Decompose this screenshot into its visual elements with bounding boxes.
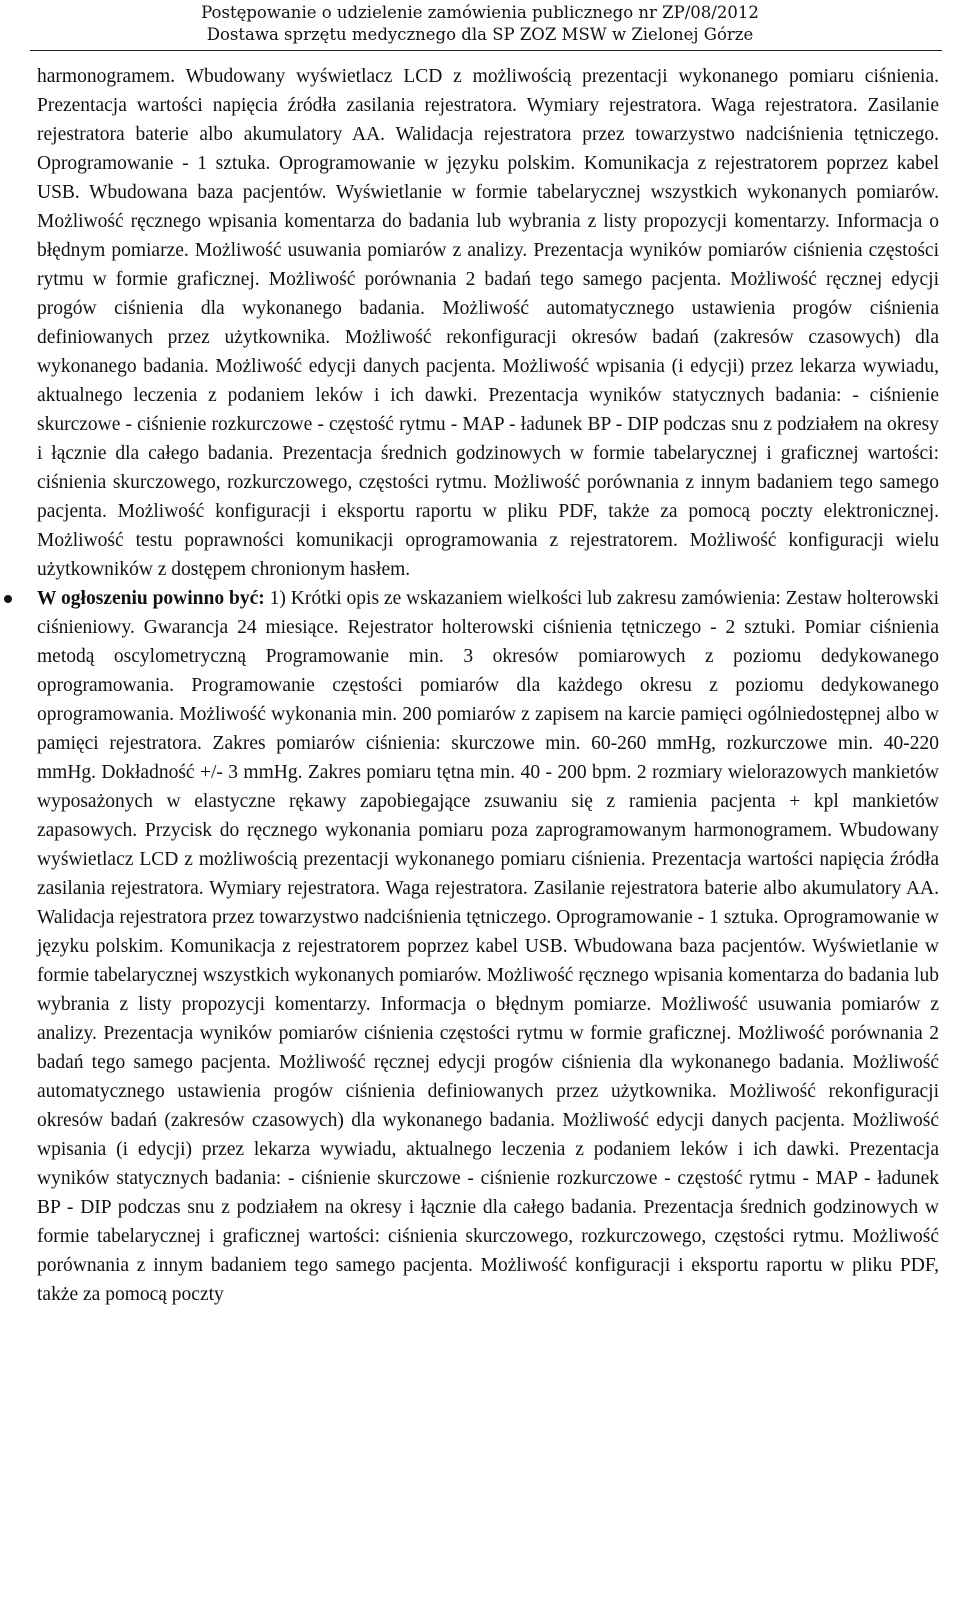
bullet-text: 1) Krótki opis ze wskazaniem wielkości lub zakresu zamówienia: Zestaw holterowski ciśnieniowy. Gwarancja 24 miesiące. Rejestrator holterowski ciśnienia tętniczego - 2 sztuki. Pomiar ciśnienia metodą oscylometryczną Programowanie min. 3 okresów pomiarowych z poziomu dedykowanego oprogramowania. Programowanie częstości pomiarów dla każdego okresu z poziomu dedykowanego oprogramowania. Możliwość wykonania min. 200 pomiarów z zapisem na karcie pamięci ogólniedostępnej albo w pamięci rejestratora. Zakres pomiarów ciśnienia: skurczowe min. 60-260 mmHg, rozkurczowe min. 40-220 mmHg. Dokładność +/- 3 mmHg. Zakres pomiaru tętna min. 40 - 200 bpm. 2 rozmiary wielorazowych mankietów wyposażonych w elastyczne rękawy zapobiegające zsuwaniu się z ramienia pacjenta + kpl mankietów zapasowych. Przycisk do ręcznego wykonania pomiaru poza zaprogramowanym harmonogramem. Wbudowany wyświetlacz LCD z możliwością prezentacji wykonanego pomiaru ciśnienia. Prezentacja wartości napięcia źródła zasilania rejestratora. Wymiary rejestratora. Waga rejestratora. Zasilanie rejestratora baterie albo akumulatory AA. Walidacja rejestratora przez towarzystwo nadciśnienia tętniczego. Oprogramowanie - 1 sztuka. Oprogramowanie w języku polskim. Komunikacja z rejestratorem poprzez kabel USB. Wbudowana baza pacjentów. Wyświetlanie w formie tabelarycznej wszystkich wykonanych pomiarów. Możliwość ręcznego wpisania komentarza do badania lub wybrania z listy propozycji komentarzy. Informacja o błędnym pomiarze. Możliwość usuwania pomiarów z analizy. Prezentacja wyników pomiarów ciśnienia częstości rytmu w formie graficznej. Możliwość porównania 2 badań tego samego pacjenta. Możliwość ręcznej edycji progów ciśnienia dla wykonanego badania. Możliwość automatycznego ustawienia progów ciśnienia definiowanych przez użytkownika. Możliwość rekonfiguracji okresów badań (zakresów czasowych) dla wykonanego badania. Możliwość edycji danych pacjenta. Możliwość wpisania (i edycji) przez lekarza wywiadu, aktualnego leczenia z podaniem leków i ich dawki. Prezentacja wyników statycznych badania: - ciśnienie skurczowe - ciśnienie rozkurczowe - częstość rytmu - MAP - ładunek BP - DIP podczas snu z podziałem na okresy i łącznie dla całego badania. Prezentacja średnich godzinowych w formie tabelarycznej i graficznej wartości: ciśnienia skurczowego, rozkurczowego, częstości rytmu. Możliwość porównania z innym badaniem tego samego pacjenta. Możliwość konfiguracji i eksportu raportu w pliku PDF, także za pomocą poczty (37, 588, 939, 1305)
header-line-1: Postępowanie o udzielenie zamówienia publicznego nr ZP/08/2012 (201, 3, 759, 22)
paragraph-continuation: harmonogramem. Wbudowany wyświetlacz LCD z możliwością prezentacji wykonanego pomiaru ciśnienia. Prezentacja wartości napięcia źródła zasilania rejestratora. Wymiary rejestratora. Waga rejestratora. Zasilanie rejestratora baterie albo akumulatory AA. Walidacja rejestratora przez towarzystwo nadciśnienia tętniczego. Oprogramowanie - 1 sztuka. Oprogramowanie w języku polskim. Komunikacja z rejestratorem poprzez kabel USB. Wbudowana baza pacjentów. Wyświetlanie w formie tabelarycznej wszystkich wykonanych pomiarów. Możliwość ręcznego wpisania komentarza do badania lub wybrania z listy propozycji komentarzy. Informacja o błędnym pomiarze. Możliwość usuwania pomiarów z analizy. Prezentacja wyników pomiarów ciśnienia częstości rytmu w formie graficznej. Możliwość porównania 2 badań tego samego pacjenta. Możliwość ręcznej edycji progów ciśnienia dla wykonanego badania. Możliwość automatycznego ustawienia progów ciśnienia definiowanych przez użytkownika. Możliwość rekonfiguracji okresów badań (zakresów czasowych) dla wykonanego badania. Możliwość edycji danych pacjenta. Możliwość wpisania (i edycji) przez lekarza wywiadu, aktualnego leczenia z podaniem leków i ich dawki. Prezentacja wyników statycznych badania: - ciśnienie skurczowe - ciśnienie rozkurczowe - częstość rytmu - MAP - ładunek BP - DIP podczas snu z podziałem na okresy i łącznie dla całego badania. Prezentacja średnich godzinowych w formie tabelarycznej i graficznej wartości: ciśnienia skurczowego, rozkurczowego, częstości rytmu. Możliwość porównania z innym badaniem tego samego pacjenta. Możliwość konfiguracji i eksportu raportu w pliku PDF, także za pomocą poczty elektronicznej. Możliwość testu poprawności komunikacji oprogramowania z rejestratorem. Możliwość konfiguracji wielu użytkowników z dostępem chronionym hasłem. (37, 66, 939, 580)
header-line-2: Dostawa sprzętu medycznego dla SP ZOZ MSW w Zielonej Górze (206, 25, 754, 44)
header-divider (30, 50, 942, 51)
bullet-item (37, 584, 939, 1309)
bullet-label: W ogłoszeniu powinno być: (37, 588, 265, 609)
page-header (0, 2, 960, 46)
document-body (37, 62, 939, 1309)
bullet-icon (4, 595, 12, 603)
